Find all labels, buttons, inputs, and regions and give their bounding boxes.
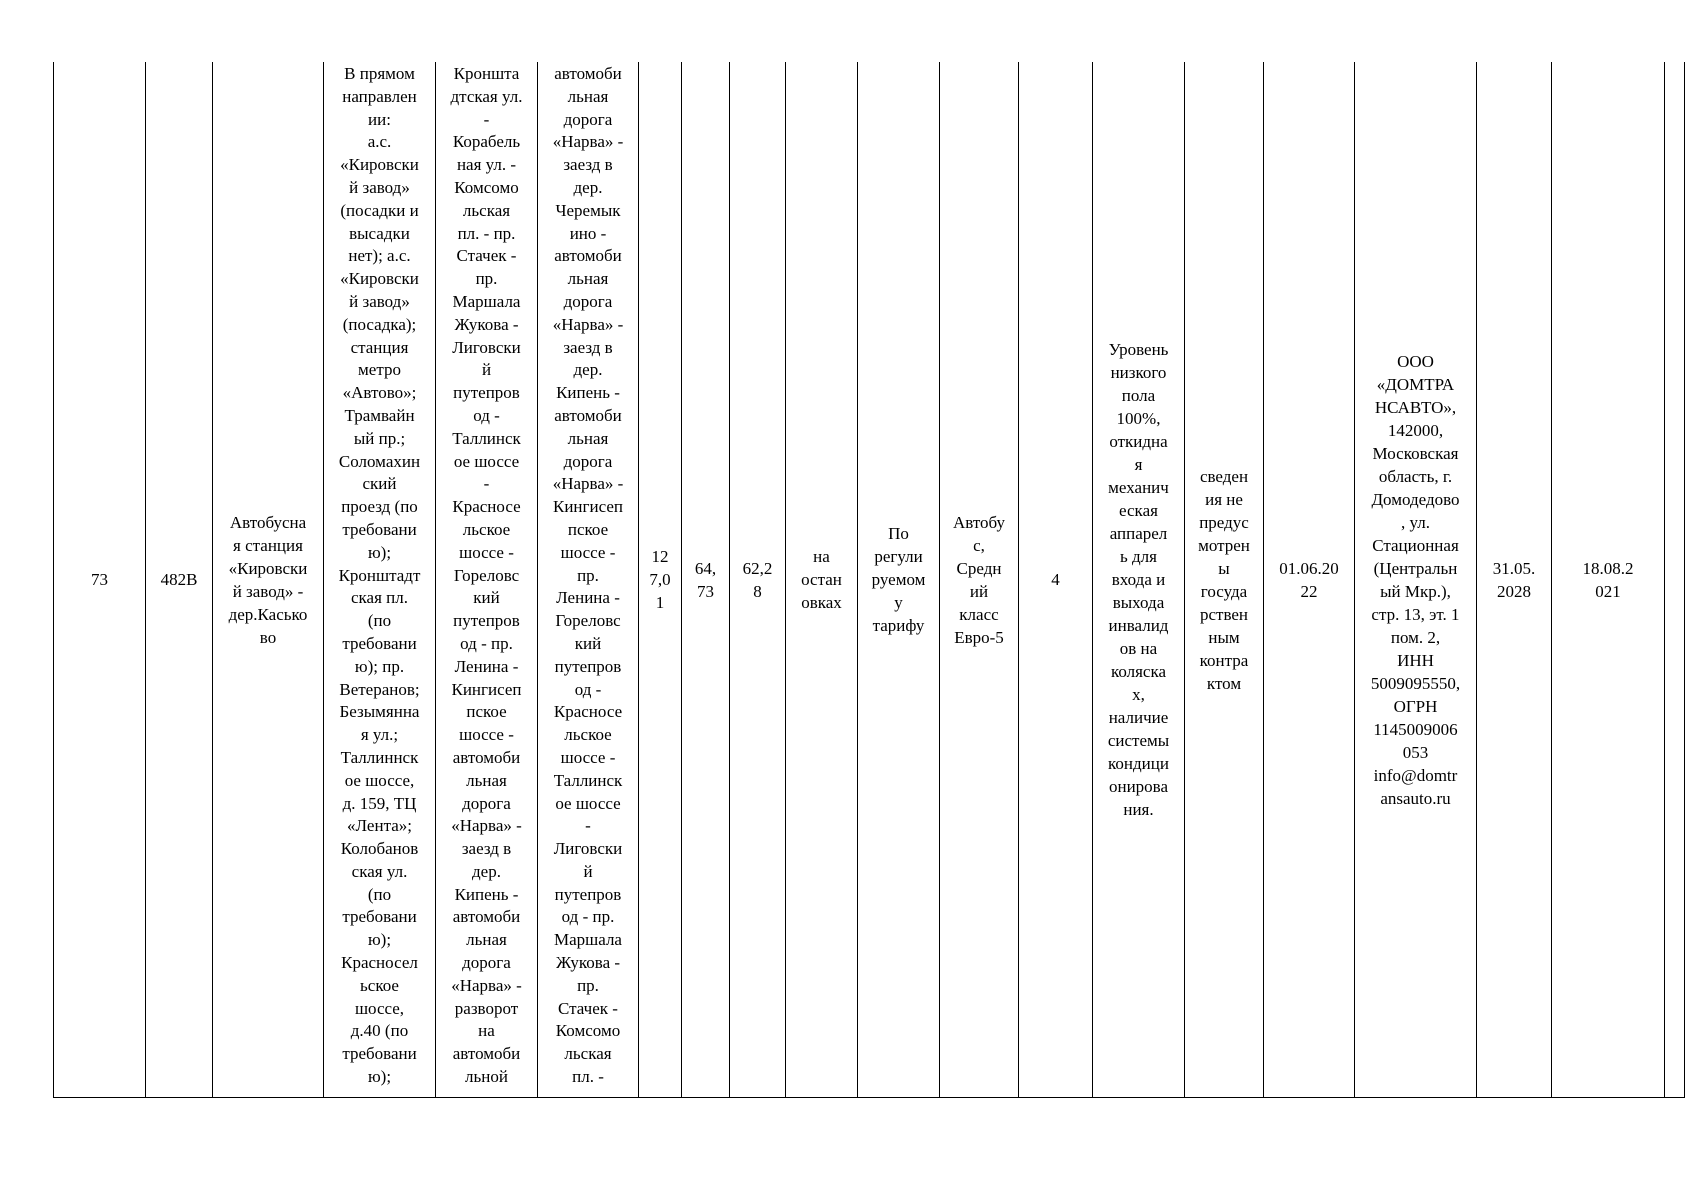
route-number: 482В — [160, 570, 198, 589]
route-name: Автобусна я станция «Кировски й завод» - дер.Касько во — [228, 512, 308, 647]
length-total: 12 7,0 1 — [649, 547, 671, 612]
registration-date: 18.08.2 021 — [1582, 558, 1634, 601]
vehicle-count: 4 — [1051, 570, 1060, 589]
boarding-order: на остан овках — [801, 547, 842, 612]
stops-cell — [324, 62, 436, 1098]
carrier-info: ООО «ДОМТРА НСАВТО», 142000, Московская область, г. Домодедово , ул. Стационная (Центральн ый Мкр.), стр. 13, эт. 1 пом. 2, ИНН 5009095550, ОГРН 1145009006 053 info@domtr ansauto.ru — [1370, 351, 1461, 808]
registration-date-cell — [1552, 62, 1665, 1098]
row-number: 73 — [91, 570, 108, 589]
streets-reverse-cell — [538, 62, 639, 1098]
length-reverse: 62,2 8 — [742, 558, 773, 601]
tariff: По регули руемом у тарифу — [871, 524, 926, 635]
contract-info: сведен ия не предус мотрен ы госуда рствен ным контра ктом — [1198, 466, 1250, 693]
stops-list: В прямом направлен ии: а.с. «Кировски й завод» (посадки и высадки нет); а.с. «Кировски й завод» (посадка); станция метро «Автово»; Трамвайн ый пр.; Соломахин ский проезд (по требовани ю); Кронштадт ская пл. (по требовани ю); пр. Ветеранов; Безымянна я ул.; Таллиннск ое шоссе, д. 159, ТЦ «Лента»; Колобанов ская ул. (по требовани ю); Красносел ьское шоссе, д.40 (по требовани ю); — [338, 64, 421, 1087]
streets-forward-cell — [436, 62, 538, 1098]
route-name-cell — [213, 62, 324, 1098]
length-total-cell — [639, 62, 682, 1098]
contract-info-cell — [1185, 62, 1264, 1098]
length-reverse-cell — [730, 62, 786, 1098]
start-date-cell — [1264, 62, 1355, 1098]
table-row — [54, 62, 1685, 1098]
carrier-cell — [1355, 62, 1477, 1098]
boarding-order-cell — [786, 62, 858, 1098]
extra-cell — [1665, 62, 1685, 1098]
vehicle-type: Автобу с, Средн ий класс Евро-5 — [952, 512, 1006, 647]
vehicle-count-cell — [1019, 62, 1093, 1098]
vehicle-cell — [940, 62, 1019, 1098]
streets-forward: Кроншта дтская ул. - Корабель ная ул. - Комсомо льская пл. - пр. Стачек - пр. Маршала Жукова - Лиговски й путепров од - Таллинск ое шоссе - Красносе льское шоссе - Гореловс кий путепров од - пр. Ленина - Кингисеп пское шоссе - автомоби льная дорога «Нарва» - заезд в дер. Кипень - автомоби льная дорога «Нарва» - разворот на автомоби льной — [450, 64, 523, 1087]
end-date: 31.05. 2028 — [1492, 558, 1536, 601]
row-number-cell — [54, 62, 146, 1098]
start-date: 01.06.20 22 — [1279, 558, 1339, 601]
registry-table — [53, 62, 1685, 1098]
route-number-cell — [146, 62, 213, 1098]
vehicle-features-cell — [1093, 62, 1185, 1098]
length-forward: 64, 73 — [694, 558, 717, 601]
streets-reverse: автомоби льная дорога «Нарва» - заезд в дер. Черемык ино - автомоби льная дорога «Нарва» - заезд в дер. Кипень - автомоби льная дорога «Нарва» - Кингисеп пское шоссе - пр. Ленина - Гореловс кий путепров од - Красносе льское шоссе - Таллинск ое шоссе - Лиговски й путепров од - пр. Маршала Жукова - пр. Стачек - Комсомо льская пл. - — [552, 64, 624, 1087]
length-forward-cell — [682, 62, 730, 1098]
end-date-cell — [1477, 62, 1552, 1098]
tariff-cell — [858, 62, 940, 1098]
vehicle-features: Уровень низкого пола 100%, откидна я механич еская аппарел ь для входа и выхода инвалид ов на коляска х, наличие системы кондици онирова ния. — [1107, 340, 1170, 819]
